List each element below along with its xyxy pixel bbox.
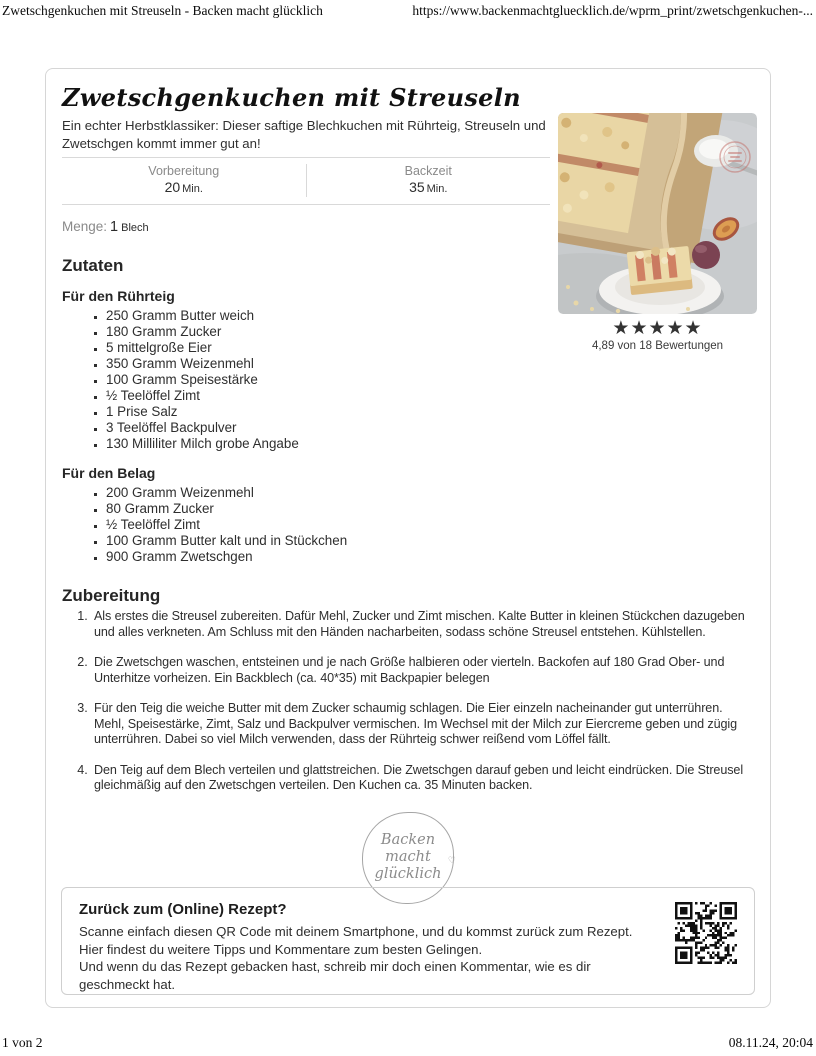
ingredient-item: ▪ 100 Gramm Speisestärke <box>106 372 754 388</box>
ingredient-group-name: Für den Rührteig <box>62 288 175 304</box>
ingredient-item: ▪ 3 Teelöffel Backpulver <box>106 420 754 436</box>
time-value: 35 <box>409 179 425 195</box>
brand-logo-line: glücklich <box>374 866 442 882</box>
ingredient-list <box>62 485 754 565</box>
qr-section-line: Scanne einfach diesen QR Code mit deinem Smartphone, und du kommst zurück zum Rezept. <box>79 924 633 939</box>
ingredient-item: ▪ 5 mittelgroße Eier <box>106 340 754 356</box>
heart-icon: ♡ <box>447 855 456 866</box>
print-header-url: https://www.backenmachtgluecklich.de/wprm_print/zwetschgenkuchen-... <box>412 3 813 18</box>
ingredient-group <box>62 465 754 565</box>
ingredient-item: ▪ 1 Prise Salz <box>106 404 754 420</box>
ingredient-item: ▪ 180 Gramm Zucker <box>106 324 754 340</box>
times-table <box>62 157 550 205</box>
instructions-heading: Zubereitung <box>62 586 161 605</box>
servings-label: Menge: <box>62 219 108 234</box>
qr-section-lines <box>79 923 661 993</box>
time-cell <box>306 164 551 197</box>
ingredient-item: ▪ 100 Gramm Butter kalt und in Stückchen <box>106 533 754 549</box>
qr-section-text <box>79 901 661 992</box>
ingredient-item: ▪ 250 Gramm Butter weich <box>106 308 754 324</box>
ingredient-item: ▪ 900 Gramm Zwetschgen <box>106 549 754 565</box>
qr-section <box>61 887 755 995</box>
servings-unit: Blech <box>121 222 149 234</box>
qr-section-line: Und wenn du das Rezept gebacken hast, schreib mir doch einen Kommentar, wie es dir geschmeckt hat. <box>79 959 591 992</box>
time-label: Backzeit <box>404 164 452 178</box>
recipe-photo-block <box>558 113 757 352</box>
brand-logo-line: macht <box>385 849 431 865</box>
brand-logo-line: Backen <box>380 832 436 848</box>
ingredient-item: ▪ ½ Teelöffel Zimt <box>106 388 754 404</box>
print-footer-page: 1 von 2 <box>2 1035 43 1050</box>
time-cell <box>62 164 306 197</box>
qr-section-line: Hier findest du weitere Tipps und Kommentare zum besten Gelingen. <box>79 941 483 957</box>
instruction-step: 3. Für den Teig die weiche Butter mit dem Zucker schaumig schlagen. Die Eier einzeln nacheinander gut unterrühren. Mehl, Speisestärke, Zimt, Salz und Backpulver vermischen. Im Wechsel mit der Milch zur Eiercreme geben und zügig unterrühren. Dabei so viel Milch verwenden, dass der Rührteig schwer reißend vom Löffel fällt. <box>91 701 754 748</box>
time-unit: Min. <box>182 183 203 195</box>
time-label: Vorbereitung <box>148 164 220 178</box>
recipe-card <box>45 68 771 1008</box>
time-unit: Min. <box>426 183 448 195</box>
qr-section-heading: Zurück zum (Online) Rezept? <box>79 901 287 918</box>
ingredient-item: ▪ 200 Gramm Weizenmehl <box>106 485 754 501</box>
servings-value: 1 <box>110 219 119 235</box>
instruction-steps <box>62 609 754 794</box>
ingredient-item: ▪ 350 Gramm Weizenmehl <box>106 356 754 372</box>
recipe-description: Ein echter Herbstklassiker: Dieser saftige Blechkuchen mit Rührteig, Streuseln und Zwetschgen kommt immer gut an! <box>62 118 546 151</box>
instruction-step: 1. Als erstes die Streusel zubereiten. Dafür Mehl, Zucker und Zimt mischen. Kalte Butter in kleinen Stückchen dazugeben und alles verkneten. Am Schluss mit den Händen nacharbeiten, sodass schöne Streusel entstehen. Kühlstellen. <box>91 609 754 640</box>
recipe-photo <box>558 113 757 314</box>
print-footer <box>2 1035 813 1051</box>
instruction-step: 4. Den Teig auf dem Blech verteilen und glattstreichen. Die Zwetschgen darauf geben und leicht eindrücken. Die Streusel gleichmäßig auf den Zwetschgen verteilen. Den Kuchen ca. 35 Minuten backen. <box>91 763 754 794</box>
ingredients-heading: Zutaten <box>62 256 124 275</box>
rating-text: 4,89 von 18 Bewertungen <box>591 340 724 352</box>
ingredient-item: ▪ 130 Milliliter Milch grobe Angabe <box>106 436 754 452</box>
print-header-title: Zwetschgenkuchen mit Streuseln - Backen macht glücklich <box>2 3 323 18</box>
qr-code-icon <box>675 902 737 964</box>
star-rating-icons: ★★★★★ <box>612 318 703 339</box>
instruction-step: 2. Die Zwetschgen waschen, entsteinen und je nach Größe halbieren oder vierteln. Backofen auf 180 Grad Ober- und Unterhitze vorheizen. Ein Backblech (ca. 40*35) mit Backpapier belegen <box>91 655 754 686</box>
print-header <box>2 3 813 19</box>
time-value: 20 <box>164 179 181 195</box>
print-footer-datetime: 08.11.24, 20:04 <box>728 1035 813 1050</box>
ingredient-item: ▪ 80 Gramm Zucker <box>106 501 754 517</box>
ingredient-item: ▪ ½ Teelöffel Zimt <box>106 517 754 533</box>
ingredient-group-name: Für den Belag <box>62 465 156 481</box>
recipe-title: Zwetschgenkuchen mit Streuseln <box>62 83 521 112</box>
